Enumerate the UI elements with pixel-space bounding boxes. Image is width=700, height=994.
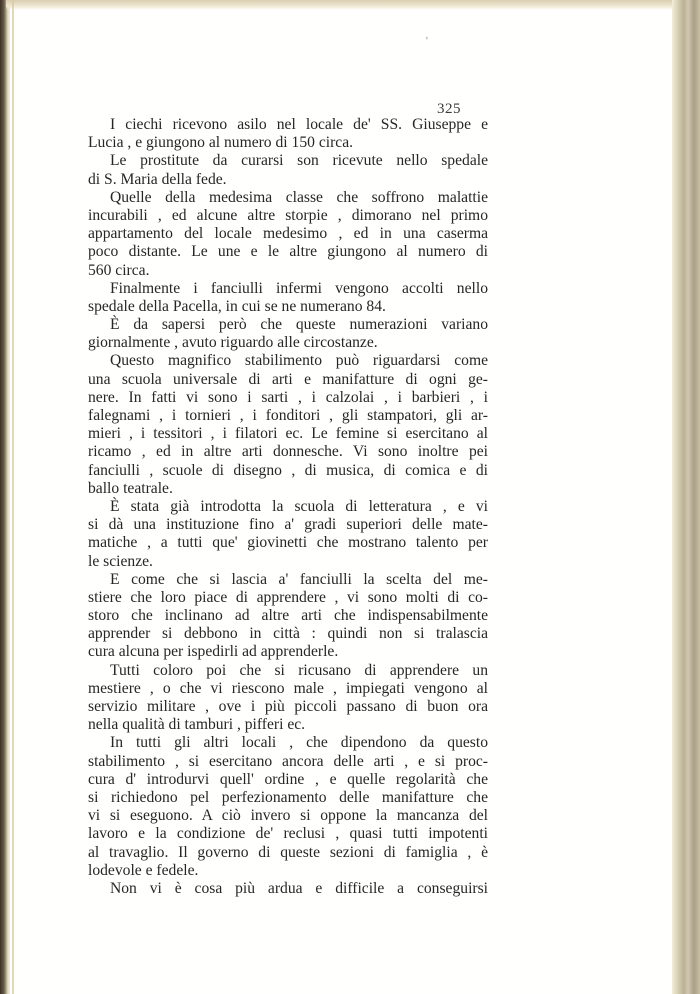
book-fore-edge [672,0,700,994]
text-line: servizio militare , ove i più piccoli passano di buon ora [88,698,488,715]
page-number: 325 [437,101,461,117]
text-line: nere. In fatti vi sono i sarti , i calzolai , i barbieri , i [88,388,488,406]
text-line: cura alcuna per ispedirli ad apprenderle. [88,643,339,661]
text-line: ballo teatrale. [88,479,173,497]
text-line: Le prostitute da curarsi son ricevute nello spedale [110,152,488,170]
text-line: al travaglio. Il governo di queste sezioni di famiglia , è [88,843,488,861]
text-line: falegnami , i tornieri , i fonditori , gli stampatori, gli ar- [88,407,488,424]
text-line: ricamo , ed in altre arti donnesche. Vi sono inoltre pei [88,443,488,461]
text-line: vi si eseguono. A ciò invero si oppone la mancanza del [88,807,488,825]
text-line: fanciulli , scuole di disegno , di musica, di comica e di [88,461,488,479]
text-line: I ciechi ricevono asilo nel locale de' SS. Giuseppe e [110,116,488,133]
text-line: poco distante. Le une e le altre giungono al numero di [88,243,488,261]
text-line: Non vi è cosa più ardua e difficile a conseguirsi [110,879,488,897]
text-line: mestiere , o che vi riescono male , impiegati vengono al [88,679,488,697]
page-left-edge [12,0,14,994]
text-line: matiche , a tutti que' giovinetti che mostrano talento per [88,534,488,552]
text-line: Questo magnifico stabilimento può riguardarsi come [110,352,488,370]
text-line: E come che si lascia a' fanciulli la scelta del me- [110,570,488,588]
text-line: Quelle della medesima classe che soffrono malattie [110,188,488,206]
text-line: appartamento del locale medesimo , ed in una caserma [88,225,488,243]
text-line: mieri , i tessitori , i filatori ec. Le femine si esercitano al [88,425,488,443]
text-line: spedale della Pacella, in cui se ne numerano 84. [88,297,386,315]
text-line: apprender si debbono in città : quindi non si tralascia [88,625,488,643]
speck-mark: ' [426,36,428,47]
text-line: lavoro e la condizione de' reclusi , quasi tutti impotenti [88,825,488,843]
text-line: Tutti coloro poi che si ricusano di apprendere un [110,661,488,679]
text-line: lodevole e fedele. [88,861,199,879]
text-line: cura d' introdurvi quell' ordine , e quelle regolarità che [88,770,488,788]
text-line: Lucia , e giungono al numero di 150 circa. [88,134,354,152]
text-line: incurabili , ed alcune altre storpie , dimorano nel primo [88,206,488,224]
body-text [88,116,488,898]
text-line: si richiedono pel perfezionamento delle manifatture che [88,788,488,806]
text-line: si dà una instituzione fino a' gradi superiori delle mate- [88,516,488,534]
text-line: nella qualità di tamburi , pifferi ec. [88,716,306,734]
text-line: stabilimento , si esercitano ancora delle arti , e si proc- [88,752,488,770]
text-line: giornalmente , avuto riguardo alle circostanze. [88,334,378,352]
text-line: le scienze. [88,552,153,570]
text-line: di S. Maria della fede. [88,170,227,188]
text-line: una scuola universale di arti e manifatture di ogni ge- [88,370,488,388]
text-line: Finalmente i fanciulli infermi vengono accolti nello [110,279,488,297]
text-line: È da sapersi però che queste numerazioni variano [110,316,488,334]
text-line: 560 circa. [88,261,150,279]
page-top-edge [6,0,676,10]
text-line: In tutti gli altri locali , che dipendono da questo [110,734,488,752]
text-line: stiere che loro piace di apprendere , vi sono molti di co- [88,588,488,606]
text-line: È stata già introdotta la scuola di letteratura , e vi [110,497,488,515]
text-line: storo che inclinano ad altre arti che indispensabilmente [88,607,488,625]
